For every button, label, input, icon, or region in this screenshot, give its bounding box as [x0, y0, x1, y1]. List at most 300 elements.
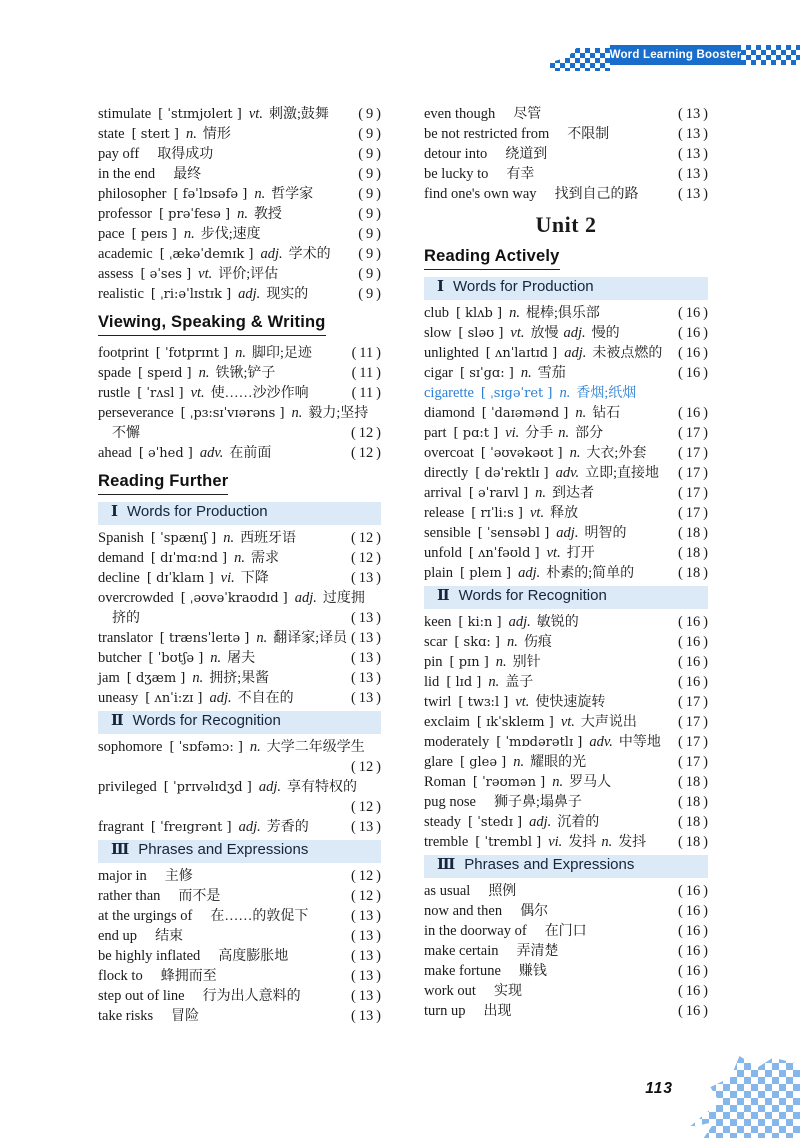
entry-meaning: 耀眼的光: [530, 755, 587, 770]
entry-text: [424, 144, 674, 165]
entry-pos: vt.: [198, 266, 213, 282]
entry-row: [424, 523, 708, 543]
entry-page-ref: ( 12 ): [351, 888, 381, 904]
entry-pos: n.: [192, 670, 204, 686]
entry-word: work out: [424, 983, 476, 999]
entry-text: [424, 503, 674, 524]
entry-phonetic: [ əˈses ]: [140, 267, 192, 282]
entry-page-ref: ( 18 ): [678, 814, 708, 830]
entry-page-ref: ( 16 ): [678, 634, 708, 650]
entry-row: [98, 403, 381, 423]
entry-meaning: 别针: [512, 655, 541, 670]
entry-row: [98, 986, 381, 1006]
entry-pos: n.: [558, 425, 570, 441]
entry-page-ref: ( 13 ): [351, 928, 381, 944]
entry-pos: n.: [223, 530, 235, 546]
entry-page-ref: ( 9 ): [358, 146, 381, 162]
entry-row: [424, 921, 708, 941]
entry-word: spade: [98, 365, 132, 381]
entry-pos: adj.: [209, 690, 232, 706]
entry-text: [424, 832, 674, 853]
entry-text: [424, 523, 674, 544]
entry-row: [424, 692, 708, 712]
entry-row: [98, 688, 381, 708]
entry-row: [424, 483, 708, 503]
entry-text: [98, 817, 347, 838]
entry-meaning: 铁锹;铲子: [215, 366, 276, 381]
entry-word: make certain: [424, 943, 499, 959]
entry-pos: n.: [249, 739, 261, 755]
entry-meaning: 屠夫: [227, 651, 256, 666]
entry-meaning: 实现: [493, 984, 522, 999]
entry-pos: n.: [291, 405, 303, 421]
subsection-numeral: Ⅲ: [437, 855, 456, 873]
entry-row: [98, 164, 381, 184]
entry-page-ref: ( 11 ): [351, 345, 381, 361]
entry-meaning-continued: 不懈: [112, 426, 140, 441]
section-heading: Viewing, Speaking & Writing: [98, 313, 326, 336]
subsection-bar: [424, 586, 708, 609]
entry-page-ref: ( 13 ): [351, 610, 381, 626]
entry-phonetic: [ ˈrʌsl ]: [137, 386, 184, 401]
unit-heading: Unit 2: [535, 212, 597, 237]
subsection-label: Words for Recognition: [132, 712, 281, 729]
entry-word: directly: [424, 465, 469, 481]
entry-page-ref: ( 17 ): [678, 485, 708, 501]
entry-phonetic: [ skɑ: ]: [454, 635, 501, 650]
entry-phonetic: [ ˌækəˈdemɪk ]: [159, 247, 254, 262]
entry-meaning: 学术的: [288, 247, 331, 262]
entry-phonetic: [ peɪs ]: [131, 227, 177, 242]
entry-page-ref: ( 12 ): [351, 425, 381, 441]
entry-text: [98, 1006, 347, 1027]
entry-text: [98, 284, 354, 305]
subsection-bar: [424, 855, 708, 878]
entry-row: [98, 946, 381, 966]
entry-page-ref: ( 13 ): [351, 690, 381, 706]
entry-page-ref: ( 17 ): [678, 754, 708, 770]
entry-pos: vi.: [505, 425, 520, 441]
entry-text: [424, 812, 674, 833]
entry-text: [424, 981, 674, 1002]
entry-pos: n.: [210, 650, 222, 666]
entry-phonetic: [ ˈsensəbl ]: [477, 526, 550, 541]
entry-row: [424, 941, 708, 961]
entry-page-ref: ( 12 ): [351, 759, 381, 775]
entry-word: fragrant: [98, 819, 144, 835]
entry-pos: vt.: [515, 694, 530, 710]
entry-phonetic: [ ˈfreɪgrənt ]: [150, 820, 232, 835]
entry-text: [98, 886, 347, 907]
entry-row: [98, 224, 381, 244]
subsection-numeral: Ⅱ: [111, 711, 124, 729]
entry-phonetic: [ əˈraɪvl ]: [468, 486, 529, 501]
entry-meaning: 明智的: [584, 526, 627, 541]
entry-pos: n.: [575, 405, 587, 421]
entry-row-continuation: [98, 797, 381, 817]
entry-phonetic: [ ki:n ]: [458, 615, 502, 630]
subsection-numeral: Ⅱ: [437, 586, 450, 604]
section-heading: Reading Actively: [424, 247, 560, 270]
entry-word: even though: [424, 106, 496, 122]
entry-meaning: 钻石: [592, 406, 621, 421]
entry-row: [98, 244, 381, 264]
entry-meaning: 发抖: [618, 835, 647, 850]
entry-pos: adj.: [238, 286, 261, 302]
entry-meaning: 雪茄: [537, 366, 566, 381]
entry-meaning: 有幸: [506, 167, 535, 182]
entry-meaning: 敏锐的: [536, 615, 579, 630]
entry-pos: n.: [198, 365, 210, 381]
entry-word: professor: [98, 206, 152, 222]
entry-text: [424, 403, 674, 424]
entry-phonetic: [ ˈtrembl ]: [475, 835, 542, 850]
entry-word: be highly inflated: [98, 948, 201, 964]
entry-text: [424, 423, 674, 444]
entry-pos: n.: [256, 630, 268, 646]
entry-meaning: 教授: [253, 207, 282, 222]
entry-text: [98, 144, 354, 165]
entry-word: pug nose: [424, 794, 476, 810]
entry-text: [98, 628, 347, 649]
entry-text: [424, 184, 674, 205]
subsection-bar: [424, 277, 708, 300]
entry-row: [424, 144, 708, 164]
entry-text: [424, 543, 674, 564]
entry-row: [424, 184, 708, 204]
entry-meaning: 沉着的: [557, 815, 600, 830]
entry-row: [424, 832, 708, 852]
entry-page-ref: ( 9 ): [358, 206, 381, 222]
entry-pos: adj.: [556, 525, 579, 541]
entry-page-ref: ( 13 ): [351, 570, 381, 586]
entry-page-ref: ( 16 ): [678, 405, 708, 421]
entry-page-ref: ( 18 ): [678, 545, 708, 561]
entry-word: club: [424, 305, 449, 321]
entry-meaning: 拥挤;果酱: [209, 671, 270, 686]
entry-text: [98, 986, 347, 1007]
entry-word: as usual: [424, 883, 471, 899]
entry-meaning: 发抖: [568, 835, 597, 850]
entry-word: scar: [424, 634, 448, 650]
entry-row: [98, 204, 381, 224]
entry-word: decline: [98, 570, 140, 586]
entry-text: [98, 548, 347, 569]
entry-row: [98, 966, 381, 986]
entry-text: [424, 752, 674, 773]
entry-meaning: 翻译家;译员: [273, 631, 348, 646]
entry-phonetic: [ twɜ:l ]: [458, 695, 509, 710]
entry-meaning: 步伐;速度: [200, 227, 261, 242]
entry-page-ref: ( 16 ): [678, 325, 708, 341]
entry-meaning: 在……的敦促下: [210, 909, 309, 924]
entry-meaning: 蜂拥而至: [160, 969, 217, 984]
entry-word: stimulate: [98, 106, 152, 122]
entry-phonetic: [ ˌsɪgəˈret ]: [480, 386, 553, 401]
subsection-bar: [98, 840, 381, 863]
entry-phonetic: [ prəˈfesə ]: [158, 207, 231, 222]
entry-phonetic: [ fəˈlɒsəfə ]: [173, 187, 248, 202]
subsection-label: Words for Production: [127, 503, 268, 520]
entry-meaning: 而不是: [178, 889, 221, 904]
entry-meaning: 弄清楚: [516, 944, 559, 959]
entry-meaning: 打开: [566, 546, 595, 561]
entry-row: [424, 164, 708, 184]
entry-row: [424, 503, 708, 523]
entry-text: [98, 184, 354, 205]
entry-text: [98, 204, 354, 225]
checker-pattern-right-icon: [741, 45, 800, 65]
entry-word: be lucky to: [424, 166, 489, 182]
entry-row: [98, 866, 381, 886]
entry-meaning: 分手: [525, 426, 554, 441]
entry-word: uneasy: [98, 690, 139, 706]
entry-text: [98, 946, 347, 967]
entry-text: [98, 164, 354, 185]
entry-text: [424, 104, 674, 125]
subsection-numeral: Ⅲ: [111, 840, 130, 858]
left-column: [98, 104, 381, 1026]
entry-row: [98, 548, 381, 568]
entry-word: assess: [98, 266, 134, 282]
entry-meaning: 绕道到: [505, 147, 548, 162]
entry-word: butcher: [98, 650, 142, 666]
entry-text: [98, 363, 348, 384]
entry-row: [98, 648, 381, 668]
entry-page-ref: ( 17 ): [678, 425, 708, 441]
entry-word: in the doorway of: [424, 923, 527, 939]
entry-page-ref: ( 18 ): [678, 774, 708, 790]
entry-row-continuation: [98, 757, 381, 777]
entry-row: [424, 792, 708, 812]
entry-word: detour into: [424, 146, 488, 162]
entry-page-ref: ( 13 ): [351, 908, 381, 924]
entry-text: [98, 104, 354, 125]
entry-row: [424, 961, 708, 981]
entry-pos: n.: [237, 206, 248, 222]
entry-text: [424, 363, 674, 384]
entry-row: [424, 752, 708, 772]
entry-pos: adj.: [260, 246, 283, 262]
entry-row: [98, 737, 381, 757]
entry-row: [98, 588, 381, 608]
entry-text: [98, 668, 347, 689]
entry-word: now and then: [424, 903, 503, 919]
entry-word: flock to: [98, 968, 143, 984]
entry-phonetic: [ ˈstɪmjʊleɪt ]: [158, 107, 242, 122]
entry-meaning: 不自在的: [237, 691, 294, 706]
entry-phonetic: [ ˈrəʊmən ]: [472, 775, 546, 790]
entry-meaning: 狮子鼻;塌鼻子: [493, 795, 582, 810]
entry-page-ref: ( 16 ): [678, 654, 708, 670]
entry-phonetic: [ ʌnˈfəʊld ]: [468, 546, 540, 561]
entry-meaning-continued: 挤的: [112, 611, 140, 626]
entry-phonetic: [ rɪˈli:s ]: [471, 506, 523, 521]
entry-word: twirl: [424, 694, 452, 710]
entry-text: [98, 866, 347, 887]
entry-meaning: 脚印;足迹: [252, 346, 312, 361]
entry-page-ref: ( 13 ): [678, 126, 708, 142]
entry-meaning: 使快速旋转: [535, 695, 606, 710]
entry-word: pace: [98, 226, 125, 242]
entry-word: cigarette: [424, 385, 474, 401]
entry-row: [98, 886, 381, 906]
entry-pos: adv.: [589, 734, 613, 750]
entry-meaning: 大声说出: [580, 715, 637, 730]
entry-page-ref: ( 9 ): [358, 246, 381, 262]
entry-pos: n.: [535, 485, 547, 501]
entry-pos: vt.: [560, 714, 575, 730]
entry-page-ref: ( 9 ): [358, 266, 381, 282]
entry-row: [424, 563, 708, 583]
entry-meaning: 高度膨胀地: [218, 949, 289, 964]
entry-pos: adj.: [258, 779, 281, 795]
entry-page-ref: ( 13 ): [351, 819, 381, 835]
entry-page-ref: ( 13 ): [351, 988, 381, 1004]
entry-phonetic: [ dɪˈmɑ:nd ]: [150, 551, 228, 566]
entry-page-ref: ( 16 ): [678, 903, 708, 919]
entry-page-ref: ( 12 ): [351, 799, 381, 815]
entry-word: make fortune: [424, 963, 501, 979]
entry-row: [98, 124, 381, 144]
entry-meaning: 朴素的;简单的: [546, 566, 635, 581]
entry-row: [424, 463, 708, 483]
entry-meaning: 部分: [575, 426, 604, 441]
entry-word: footprint: [98, 345, 149, 361]
entry-word: overcoat: [424, 445, 474, 461]
entry-page-ref: ( 17 ): [678, 445, 708, 461]
entry-page-ref: ( 16 ): [678, 614, 708, 630]
entry-pos: n.: [254, 186, 266, 202]
entry-page-ref: ( 17 ): [678, 734, 708, 750]
entry-word: rather than: [98, 888, 161, 904]
entry-page-ref: ( 12 ): [351, 530, 381, 546]
entry-row: [424, 403, 708, 423]
entry-text: [424, 563, 674, 584]
entry-text: [424, 712, 674, 733]
entry-phonetic: [ ˈəʊvəkəʊt ]: [480, 446, 563, 461]
entry-row: [424, 772, 708, 792]
entry-word: overcrowded: [98, 590, 174, 606]
entry-row: [98, 284, 381, 304]
entry-meaning: 棍棒;俱乐部: [525, 306, 600, 321]
entry-text: [98, 648, 347, 669]
entry-meaning: 行为出人意料的: [202, 989, 301, 1004]
entry-pos: adj.: [518, 565, 541, 581]
entry-text: [424, 612, 674, 633]
entry-row: [424, 423, 708, 443]
entry-phonetic: [ ˌri:əˈlɪstɪk ]: [150, 287, 232, 302]
entry-word: unlighted: [424, 345, 479, 361]
entry-phonetic: [ steɪt ]: [131, 127, 179, 142]
entry-meaning: 结束: [155, 929, 184, 944]
entry-page-ref: ( 9 ): [358, 186, 381, 202]
entry-word: translator: [98, 630, 153, 646]
entry-page-ref: ( 9 ): [358, 106, 381, 122]
entry-word: Roman: [424, 774, 466, 790]
entry-page-ref: ( 13 ): [678, 186, 708, 202]
entry-meaning: 芳香的: [266, 820, 309, 835]
entry-word: find one's own way: [424, 186, 537, 202]
entry-page-ref: ( 13 ): [678, 166, 708, 182]
entry-phonetic: [ gleə ]: [459, 755, 507, 770]
entry-meaning: 过度拥: [322, 591, 365, 606]
entry-text: [98, 264, 354, 285]
entry-meaning: 取得成功: [157, 147, 214, 162]
entry-phonetic: [ ˈspænɪʃ ]: [150, 531, 217, 546]
section-heading: Reading Further: [98, 472, 228, 495]
entry-page-ref: ( 17 ): [678, 714, 708, 730]
entry-row: [98, 906, 381, 926]
entry-page-ref: ( 13 ): [678, 146, 708, 162]
entry-word: pin: [424, 654, 443, 670]
entry-word: take risks: [98, 1008, 154, 1024]
entry-phonetic: [ ˌpɜ:sɪˈvɪərəns ]: [180, 406, 285, 421]
entry-word: end up: [98, 928, 138, 944]
entry-pos: n.: [235, 345, 246, 361]
entry-page-ref: ( 16 ): [678, 674, 708, 690]
entry-text: [98, 906, 347, 927]
entry-meaning: 到达者: [552, 486, 595, 501]
entry-meaning: 释放: [550, 506, 579, 521]
checker-pattern-left-icon: [550, 48, 610, 71]
entry-meaning: 偶尔: [520, 904, 549, 919]
entry-meaning: 赚钱: [518, 964, 547, 979]
entry-row: [98, 817, 381, 837]
entry-pos: n.: [488, 674, 500, 690]
entry-meaning: 盖子: [505, 675, 534, 690]
entry-text: [424, 772, 674, 793]
entry-word: demand: [98, 550, 144, 566]
entry-phonetic: [ dʒæm ]: [126, 671, 186, 686]
entry-phonetic: [ sləʊ ]: [458, 326, 504, 341]
entry-word: diamond: [424, 405, 475, 421]
entry-row: [98, 528, 381, 548]
header-banner: [610, 45, 741, 65]
entry-page-ref: ( 16 ): [678, 345, 708, 361]
entry-row: [424, 363, 708, 383]
entry-meaning: 评价;评估: [218, 267, 279, 282]
entry-text: [424, 652, 674, 673]
entry-row: [424, 323, 708, 343]
entry-page-ref: ( 18 ): [678, 834, 708, 850]
entry-text: [98, 244, 354, 265]
subsection-label: Words for Production: [453, 278, 594, 295]
entry-row: [98, 926, 381, 946]
entry-row: [424, 632, 708, 652]
entry-row: [424, 343, 708, 363]
entry-pos: n.: [183, 226, 195, 242]
entry-pos: adj.: [294, 590, 317, 606]
entry-text: [98, 343, 348, 364]
entry-meaning: 立即;直接地: [585, 466, 660, 481]
entry-word: privileged: [98, 779, 157, 795]
entry-page-ref: ( 13 ): [351, 968, 381, 984]
entry-row: [424, 652, 708, 672]
entry-pos: n.: [552, 774, 564, 790]
entry-pos: adv.: [555, 465, 580, 481]
entry-row: [424, 812, 708, 832]
entry-row: [98, 383, 381, 403]
entry-word: glare: [424, 754, 453, 770]
header-banner-label: Word Learning Booster: [609, 49, 742, 61]
entry-word: philosopher: [98, 186, 167, 202]
entry-pos: adj.: [238, 819, 261, 835]
entry-text: [424, 901, 674, 922]
entry-word: cigar: [424, 365, 453, 381]
entry-phonetic: [ ˈmɒdərətlɪ ]: [496, 735, 583, 750]
subsection-label: Words for Recognition: [458, 587, 607, 604]
